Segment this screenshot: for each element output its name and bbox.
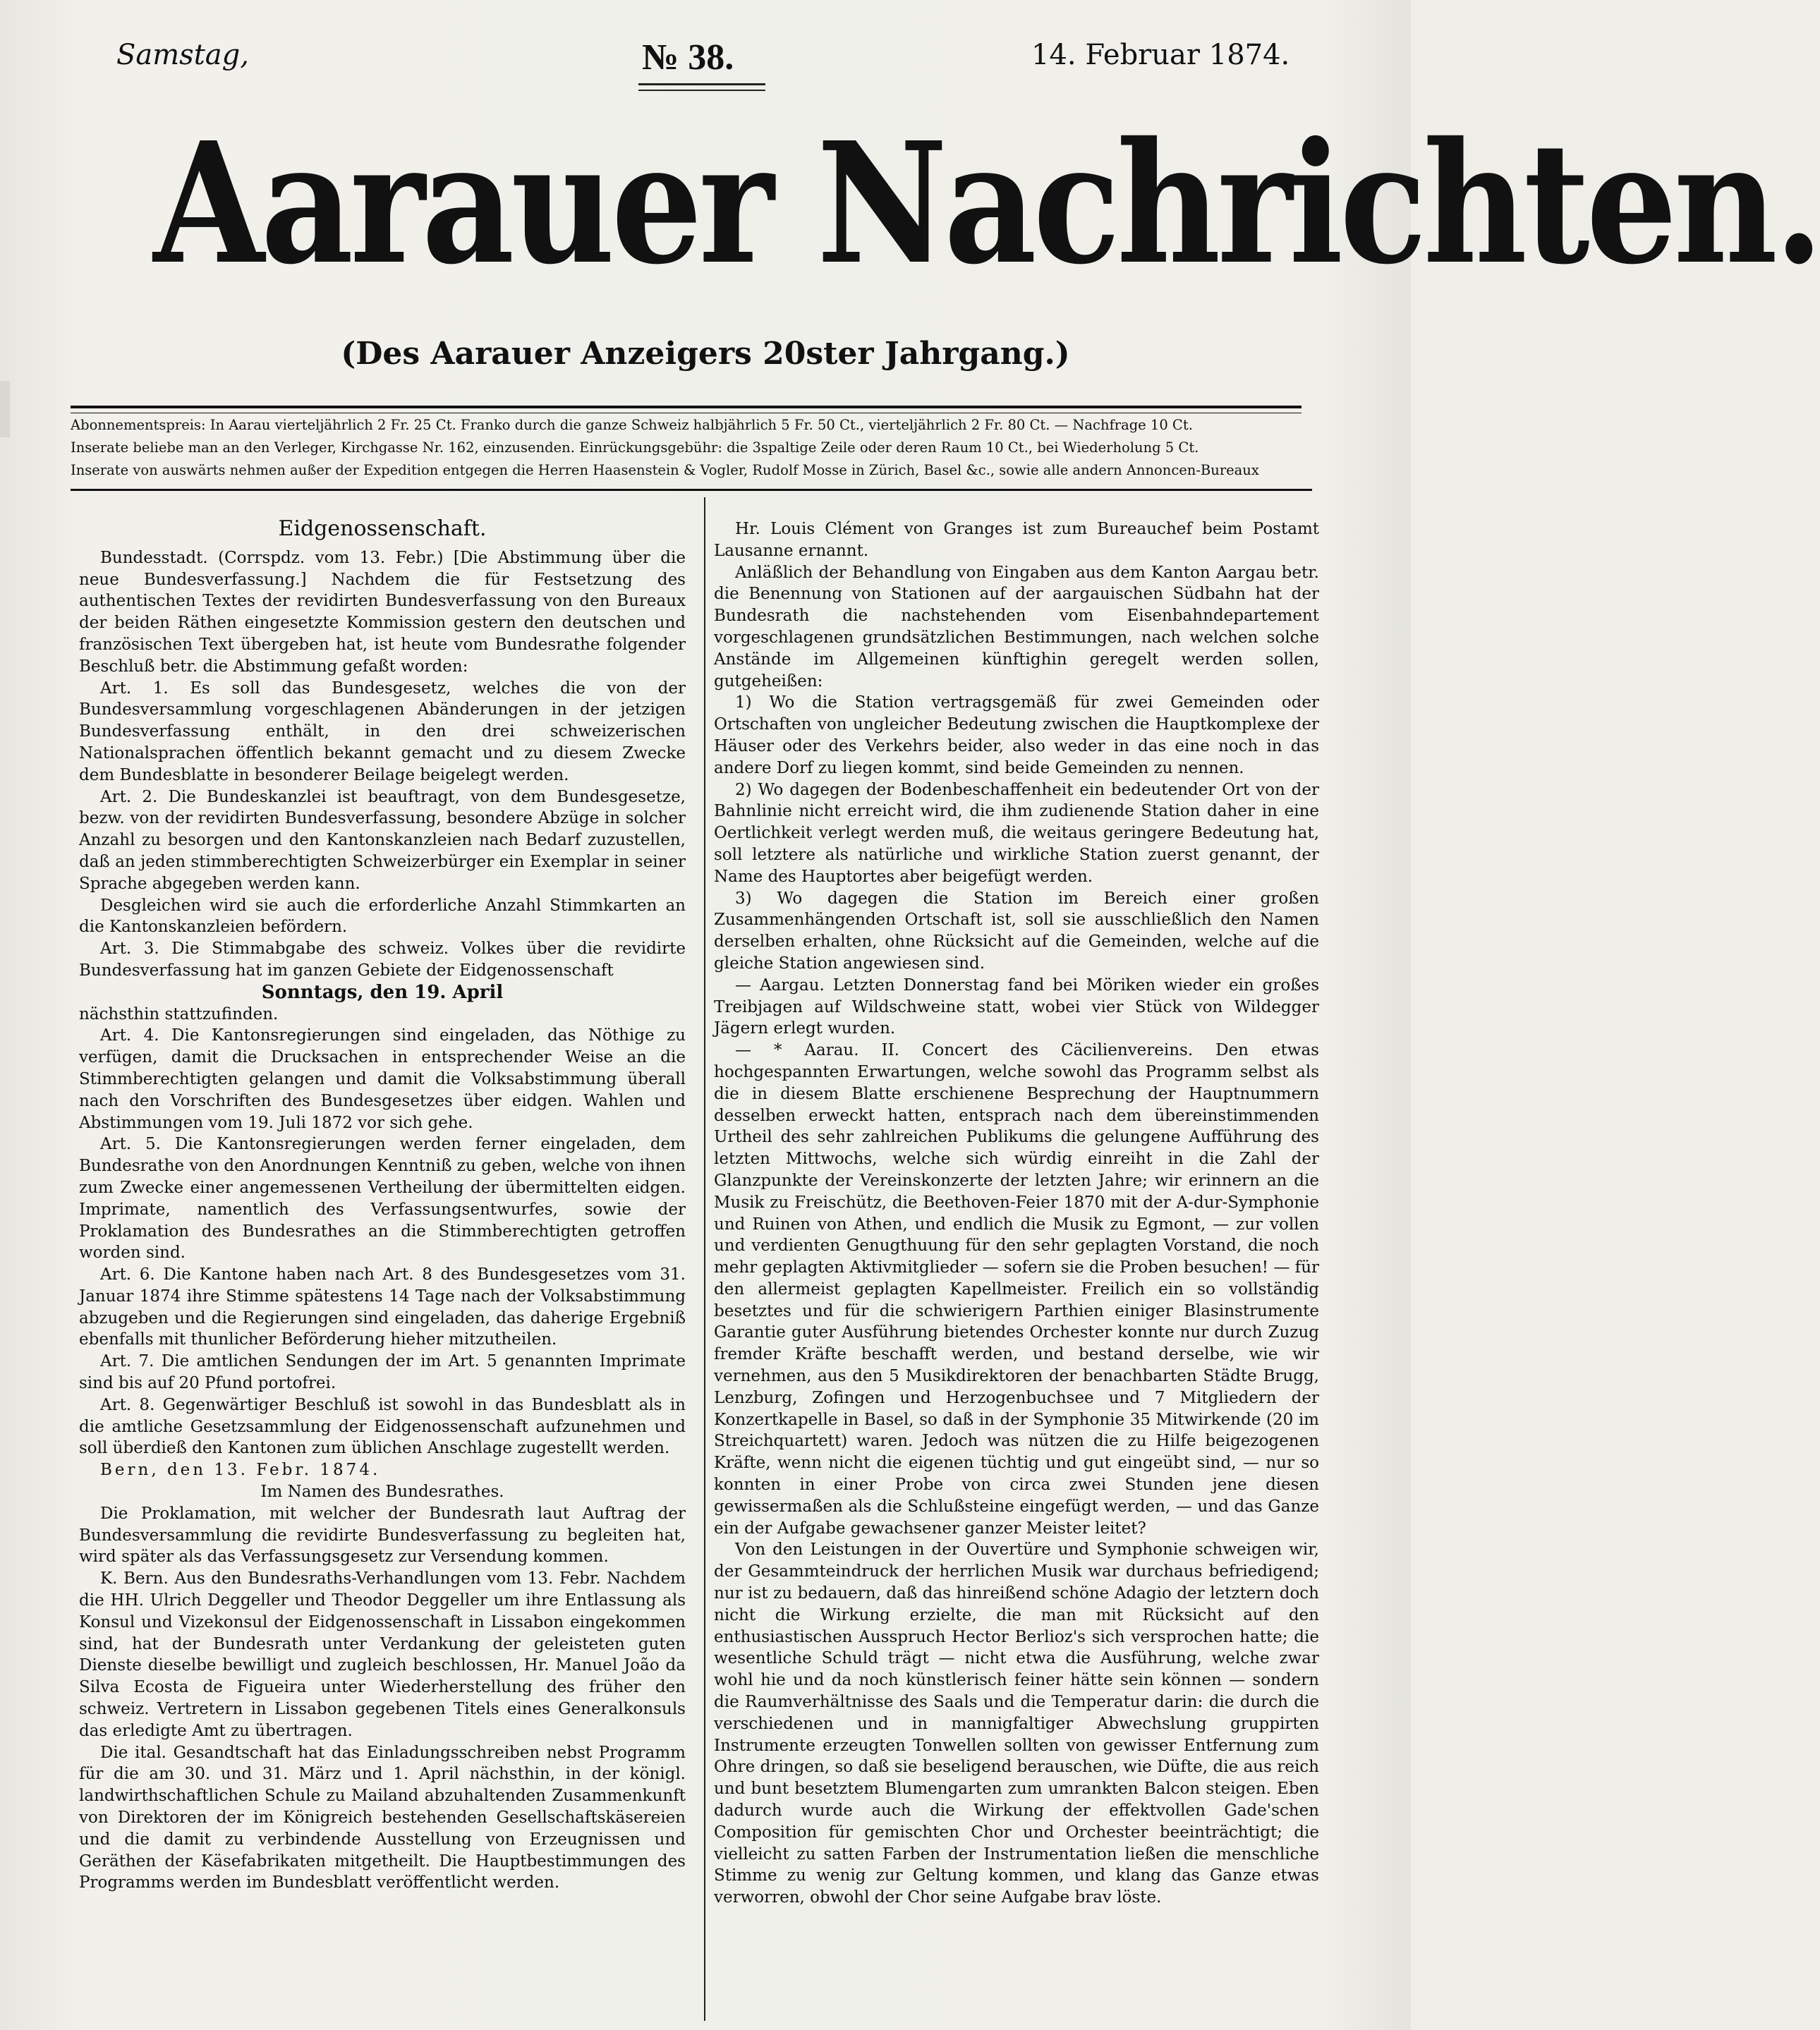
masthead-subtitle: (Des Aarauer Anzeigers 20ster Jahrgang.) — [341, 336, 1070, 372]
article-paragraph: — * Aarau. II. Concert des Cäcilienvereins. Den etwas hochgespannten Erwartungen, welche sowohl das Programm selbst als die in diesem Blatte erschienene Besprechung der Hauptnummern desselben erweckt hatten, entsprach nach dem übereinstimmenden Urtheil des sehr zahlreichen Publikums die gelungene Aufführung des letzten Mittwochs, welche sich würdig einreiht in die Zahl der Glanzpunkte der Vereinskonzerte der letzten Jahre; wir erinnern an die Musik zu Freischütz, die Beethoven-Feier 1870 mit der A-dur-Symphonie und Ruinen von Athen, und endlich die Musik zu Egmont, — zur vollen und verdienten Genugthuung für den sehr geplagten Vorstand, die noch mehr geplagten Aktivmitglieder — sofern sie die Proben besuchen! — für den allermeist geplagten Kapellmeister. Freilich ein so vollständig besetztes und für die schwierigern Parthien einiger Blasinstrumente Garantie guter Ausführung bietendes Orchester konnte nur durch Zuzug fremder Kräfte beschafft werden, und bestand derselbe, wie wir vernehmen, aus den 5 Musikdirektoren der benachbarten Städte Brugg, Lenzburg, Zofingen und Herzogenbuchsee und 7 Mitgliedern der Konzertkapelle in Basel, so daß in der Symphonie 35 Mitwirkende (20 im Streichquartett) waren. Jedoch was nützen die zu Hilfe beigezogenen Kräfte, wenn nicht die eigenen tüchtig und gut eingeübt sind, — nur so konnten in einer Probe von circa zwei Stunden jene diesen gewissermaßen als die Schlußsteine eingefügt werden, — und das Ganze ein der Aufgabe gewachsener ganzer Meister leitet? — [714, 1041, 1319, 1538]
article-paragraph: Art. 6. Die Kantone haben nach Art. 8 des Bundesgesetzes vom 31. Januar 1874 ihre Stimme spätestens 14 Tage nach der Volksabstimmung abzugeben und die Regierungen sind eingeladen, das daherige Ergebniß ebenfalls mit thunlicher Beförderung hieher mitzutheilen. — [79, 1265, 686, 1349]
section-heading: Eidgenossenschaft. — [278, 516, 487, 541]
column-divider — [704, 497, 705, 2021]
issue-date: 14. Februar 1874. — [1031, 39, 1290, 71]
vote-date: Sonntags, den 19. April — [261, 981, 504, 1003]
advert-info: Inserate beliebe man an den Verleger, Kirchgasse Nr. 162, einzusenden. Einrückungsgebühr: die 3spaltige Zeile oder deren Raum 10 Ct., bei Wiederholung 5 Ct. — [71, 439, 1199, 456]
dateline: Bern, den 13. Febr. 1874. — [100, 1461, 381, 1480]
article-paragraph: Anläßlich der Behandlung von Eingaben aus dem Kanton Aargau betr. die Benennung von Stationen auf der aargauischen Südbahn hat der Bundesrath die nachstehenden vom Eisenbahndepartement vorgeschlagenen grundsätzlichen Bestimmungen, nach welchen solche Anstände im Allgemeinen künftighin geregelt werden sollen, gutgeheißen: — [714, 563, 1319, 691]
article-paragraph: Art. 8. Gegenwärtiger Beschluß ist sowohl in das Bundesblatt als in die amtliche Gesetzsammlung der Eidgenossenschaft aufzunehmen und soll überdieß den Kantonen zum üblichen Anschlage zugestellt werden. — [79, 1395, 686, 1458]
header-rule-bottom — [71, 489, 1312, 491]
article-paragraph: Hr. Louis Clément von Granges ist zum Bureauchef beim Postamt Lausanne ernannt. — [714, 520, 1319, 560]
weekday: Samstag, — [116, 39, 249, 71]
number-ornament — [638, 83, 765, 91]
article-paragraph: nächsthin stattzufinden. — [79, 1004, 279, 1023]
article-paragraph: Bundesstadt. (Corrspdz. vom 13. Febr.) [Die Abstimmung über die neue Bundesverfassung.] Nachdem die für Festsetzung des authentischen Textes der revidirten Bundesverfassung von den Bureaux der beiden Räthen eingesetzte Kommission gestern den deutschen und französischen Text übergeben hat, ist heute vom Bundesrathe folgender Beschluß betr. die Abstimmung gefaßt worden: — [79, 548, 686, 676]
article-paragraph: Art. 1. Es soll das Bundesgesetz, welches die von der Bundesversammlung vorgeschlagenen Abänderungen in der jetzigen Bundesverfassung enthält, in den drei schweizerischen Nationalsprachen öffentlich bekannt gemacht und zu diesem Zwecke dem Bundesblatte in besonderer Beilage beigelegt werden. — [79, 679, 686, 784]
header-rule-thick — [71, 406, 1302, 408]
article-paragraph: 1) Wo die Station vertragsgemäß für zwei Gemeinden oder Ortschaften von ungleicher Bedeutung zwischen die Hauptkomplexe der Häuser oder des Verkehrs beider, also weder in das eine noch in das andere Dorf zu liegen kommt, sind beide Gemeinden zu nennen. — [714, 693, 1319, 777]
right-column — [714, 518, 1319, 1909]
page-fold-mark — [0, 381, 10, 437]
article-paragraph: — Aargau. Letzten Donnerstag fand bei Möriken wieder ein großes Treibjagen auf Wildschweine statt, wobei vier Stück von Wildegger Jägern erlegt wurden. — [714, 976, 1319, 1038]
masthead-title: Aarauer Nachrichten. — [153, 105, 1820, 301]
article-paragraph: Art. 7. Die amtlichen Sendungen der im Art. 5 genannten Imprimate sind bis auf 20 Pfund portofrei. — [79, 1352, 686, 1393]
left-column — [79, 518, 686, 1894]
article-paragraph: Art. 4. Die Kantonsregierungen sind eingeladen, das Nöthige zu verfügen, damit die Drucksachen in entsprechender Weise an die Stimmberechtigten gelangen und damit die Volksabstimmung überall nach den Vorschriften des Bundesgesetzes über eidgen. Wahlen und Abstimmungen vom 19. Juli 1872 vor sich gehe. — [79, 1026, 686, 1132]
advert-agents-info: Inserate von auswärts nehmen außer der Expedition entgegen die Herren Haasenstein & Vogler, Rudolf Mosse in Zürich, Basel &c., sowie alle andern Annoncen-Bureaux — [71, 462, 1259, 478]
article-paragraph: Art. 3. Die Stimmabgabe des schweiz. Volkes über die revidirte Bundesverfassung hat im ganzen Gebiete der Eidgenossenschaft — [79, 940, 686, 980]
article-paragraph: Art. 5. Die Kantonsregierungen werden ferner eingeladen, dem Bundesrathe von den Anordnungen Kenntniß zu geben, welche von ihnen zum Zwecke einer angemessenen Vertheilung der übermittelten eidgen. Imprimate, namentlich des Verfassungsentwurfes, sowie der Proklamation des Bundesrathes an die Stimmberechtigten getroffen worden sind. — [79, 1135, 686, 1263]
subscription-info: Abonnementspreis: In Aarau vierteljährlich 2 Fr. 25 Ct. Franko durch die ganze Schweiz halbjährlich 5 Fr. 50 Ct., vierteljährlich 2 Fr. 80 Ct. — Nachfrage 10 Ct. — [71, 417, 1193, 433]
article-paragraph: Desgleichen wird sie auch die erforderliche Anzahl Stimmkarten an die Kantonskanzleien befördern. — [79, 896, 686, 937]
article-paragraph: Die Proklamation, mit welcher der Bundesrath laut Auftrag der Bundesversammlung die revidirte Bundesverfassung zu begleiten hat, wird später als das Verfassungsgesetz zur Versendung kommen. — [79, 1504, 686, 1567]
article-paragraph: 3) Wo dagegen die Station im Bereich einer großen Zusammenhängenden Ortschaft ist, soll sie ausschließlich den Namen derselben erhalten, ohne Rücksicht auf die Gemeinden, welche auf die gleiche Station angewiesen sind. — [714, 889, 1319, 973]
article-paragraph: 2) Wo dagegen der Bodenbeschaffenheit ein bedeutender Ort von der Bahnlinie nicht erreicht wird, die ihm zudienende Station daher in eine Oertlichkeit verlegt werden muß, die weitaus geringere Bedeutung hat, soll letztere als natürliche und wirkliche Station zuerst genannt, der Name des Hauptortes aber beigefügt werden. — [714, 780, 1319, 886]
article-paragraph: Von den Leistungen in der Ouvertüre und Symphonie schweigen wir, der Gesammteindruck der herrlichen Musik war durchaus befriedigend; nur ist zu bedauern, daß das hinreißend schöne Adagio der letztern doch nicht die Wirkung erzielte, die man mit Rücksicht auf den enthusiastischen Ausspruch Hector Berlioz's sich versprochen hatte; die wesentliche Schuld trägt — nicht etwa die Ausführung, welche zwar wohl hie und da noch künstlerisch feiner hätte sein können — sondern die Raumverhältnisse des Saals und die Temperatur darin: die durch die verschiedenen und in mannigfaltiger Abwechslung gruppirten Instrumente erzeugten Tonwellen sollten von gewisser Entfernung zum Ohre dringen, so daß sie beseligend berauschen, wie Düfte, die aus reich und bunt besetztem Blumengarten zum umrankten Balcon steigen. Eben dadurch wurde auch die Wirkung der effektvollen Gade'schen Composition für gemischten Chor und Orchester beeinträchtigt; die vielleicht zu satten Farben der Instrumentation ließen die menschliche Stimme zu wenig zur Geltung kommen, und klang das Ganze etwas verworren, obwohl der Chor seine Aufgabe brav löste. — [714, 1540, 1319, 1907]
article-paragraph: Die ital. Gesandtschaft hat das Einladungsschreiben nebst Programm für die am 30. und 31. März und 1. April nächsthin, in der königl. landwirthschaftlichen Schule zu Mailand abzuhaltenden Zusammenkunft von Direktoren der im Königreich bestehenden Gesellschaftskäsereien und die damit zu verbindende Ausstellung von Erzeugnissen und Geräthen der Käsefabrikaten mitgetheilt. Die Hauptbestimmungen des Programms werden im Bundesblatt veröffentlicht werden. — [79, 1743, 686, 1892]
signature-line: Im Namen des Bundesrathes. — [260, 1483, 504, 1502]
article-paragraph: Art. 2. Die Bundeskanzlei ist beauftragt, von dem Bundesgesetze, bezw. von der revidirten Bundesverfassung, besondere Abzüge in solcher Anzahl zu besorgen und den Kantonskanzleien nach Bedarf zuzustellen, daß an jeden stimmberechtigten Schweizerbürger ein Exemplar in seiner Sprache abgegeben werden kann. — [79, 787, 686, 893]
article-paragraph: K. Bern. Aus den Bundesraths-Verhandlungen vom 13. Febr. Nachdem die HH. Ulrich Deggeller und Theodor Deggeller um ihre Entlassung als Konsul und Vizekonsul der Eidgenossenschaft in Lissabon eingekommen sind, hat der Bundesrath unter Verdankung der geleisteten guten Dienste dieselbe bewilligt und zugleich beschlossen, Hr. Manuel João da Silva Ecosta de Figueira unter Wiederherstellung des früher den schweiz. Vertretern in Lissabon gegebenen Titels eines Generalkonsuls das erledigte Amt zu übertragen. — [79, 1569, 686, 1740]
issue-number: № 38. — [642, 37, 734, 78]
